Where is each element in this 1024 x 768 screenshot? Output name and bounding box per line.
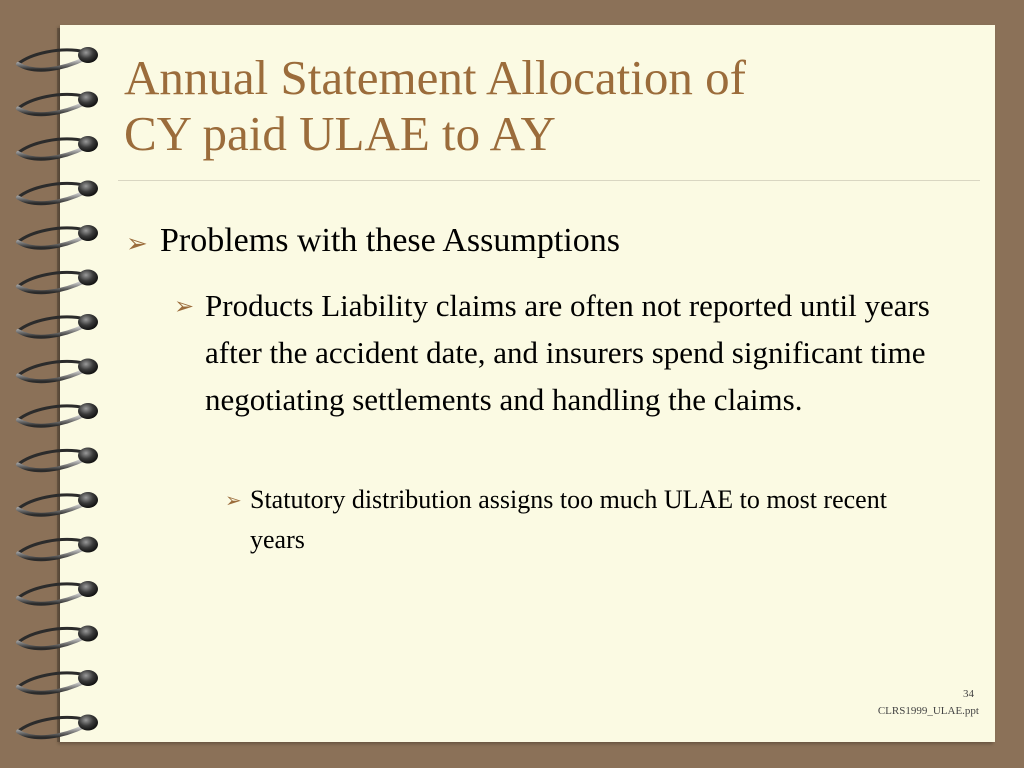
bullet-level-1: [126, 220, 966, 262]
arrow-bullet-icon: ➢: [126, 229, 148, 258]
arrow-bullet-icon: ➢: [225, 490, 242, 512]
spiral-ring: [18, 270, 98, 293]
spiral-ring: [18, 448, 98, 471]
title-line-1: Annual Statement Allocation of: [124, 50, 746, 105]
title-divider: [118, 180, 980, 181]
footer-filename: CLRS1999_ULAE.ppt: [877, 705, 979, 717]
spiral-ring: [18, 670, 98, 693]
title-line-2: CY paid ULAE to AY: [124, 106, 556, 161]
spiral-binding: [0, 0, 110, 768]
spiral-ring: [18, 359, 98, 382]
spiral-ring: [18, 403, 98, 426]
bullet-text: Products Liability claims are often not reported until years after the accident date, and insurers spend significant time negotiating settlements and handling the claims.: [205, 288, 930, 417]
spiral-ring: [18, 181, 98, 204]
slide-number: 34: [963, 688, 974, 700]
spiral-ring: [18, 92, 98, 115]
bullet-level-2: [174, 282, 974, 423]
spiral-ring: [18, 314, 98, 337]
spiral-ring: [18, 225, 98, 248]
bullet-text: Problems with these Assumptions: [160, 222, 620, 259]
spiral-ring: [18, 715, 98, 738]
bullet-level-3: [225, 480, 945, 560]
spiral-ring: [18, 492, 98, 515]
spiral-ring: [18, 47, 98, 70]
bullet-text: Statutory distribution assigns too much ULAE to most recent years: [250, 485, 887, 554]
slide-title: [124, 50, 984, 162]
spiral-ring: [18, 581, 98, 604]
spiral-ring: [18, 136, 98, 159]
arrow-bullet-icon: ➢: [174, 294, 195, 320]
spiral-ring: [18, 626, 98, 649]
spiral-ring: [18, 537, 98, 560]
